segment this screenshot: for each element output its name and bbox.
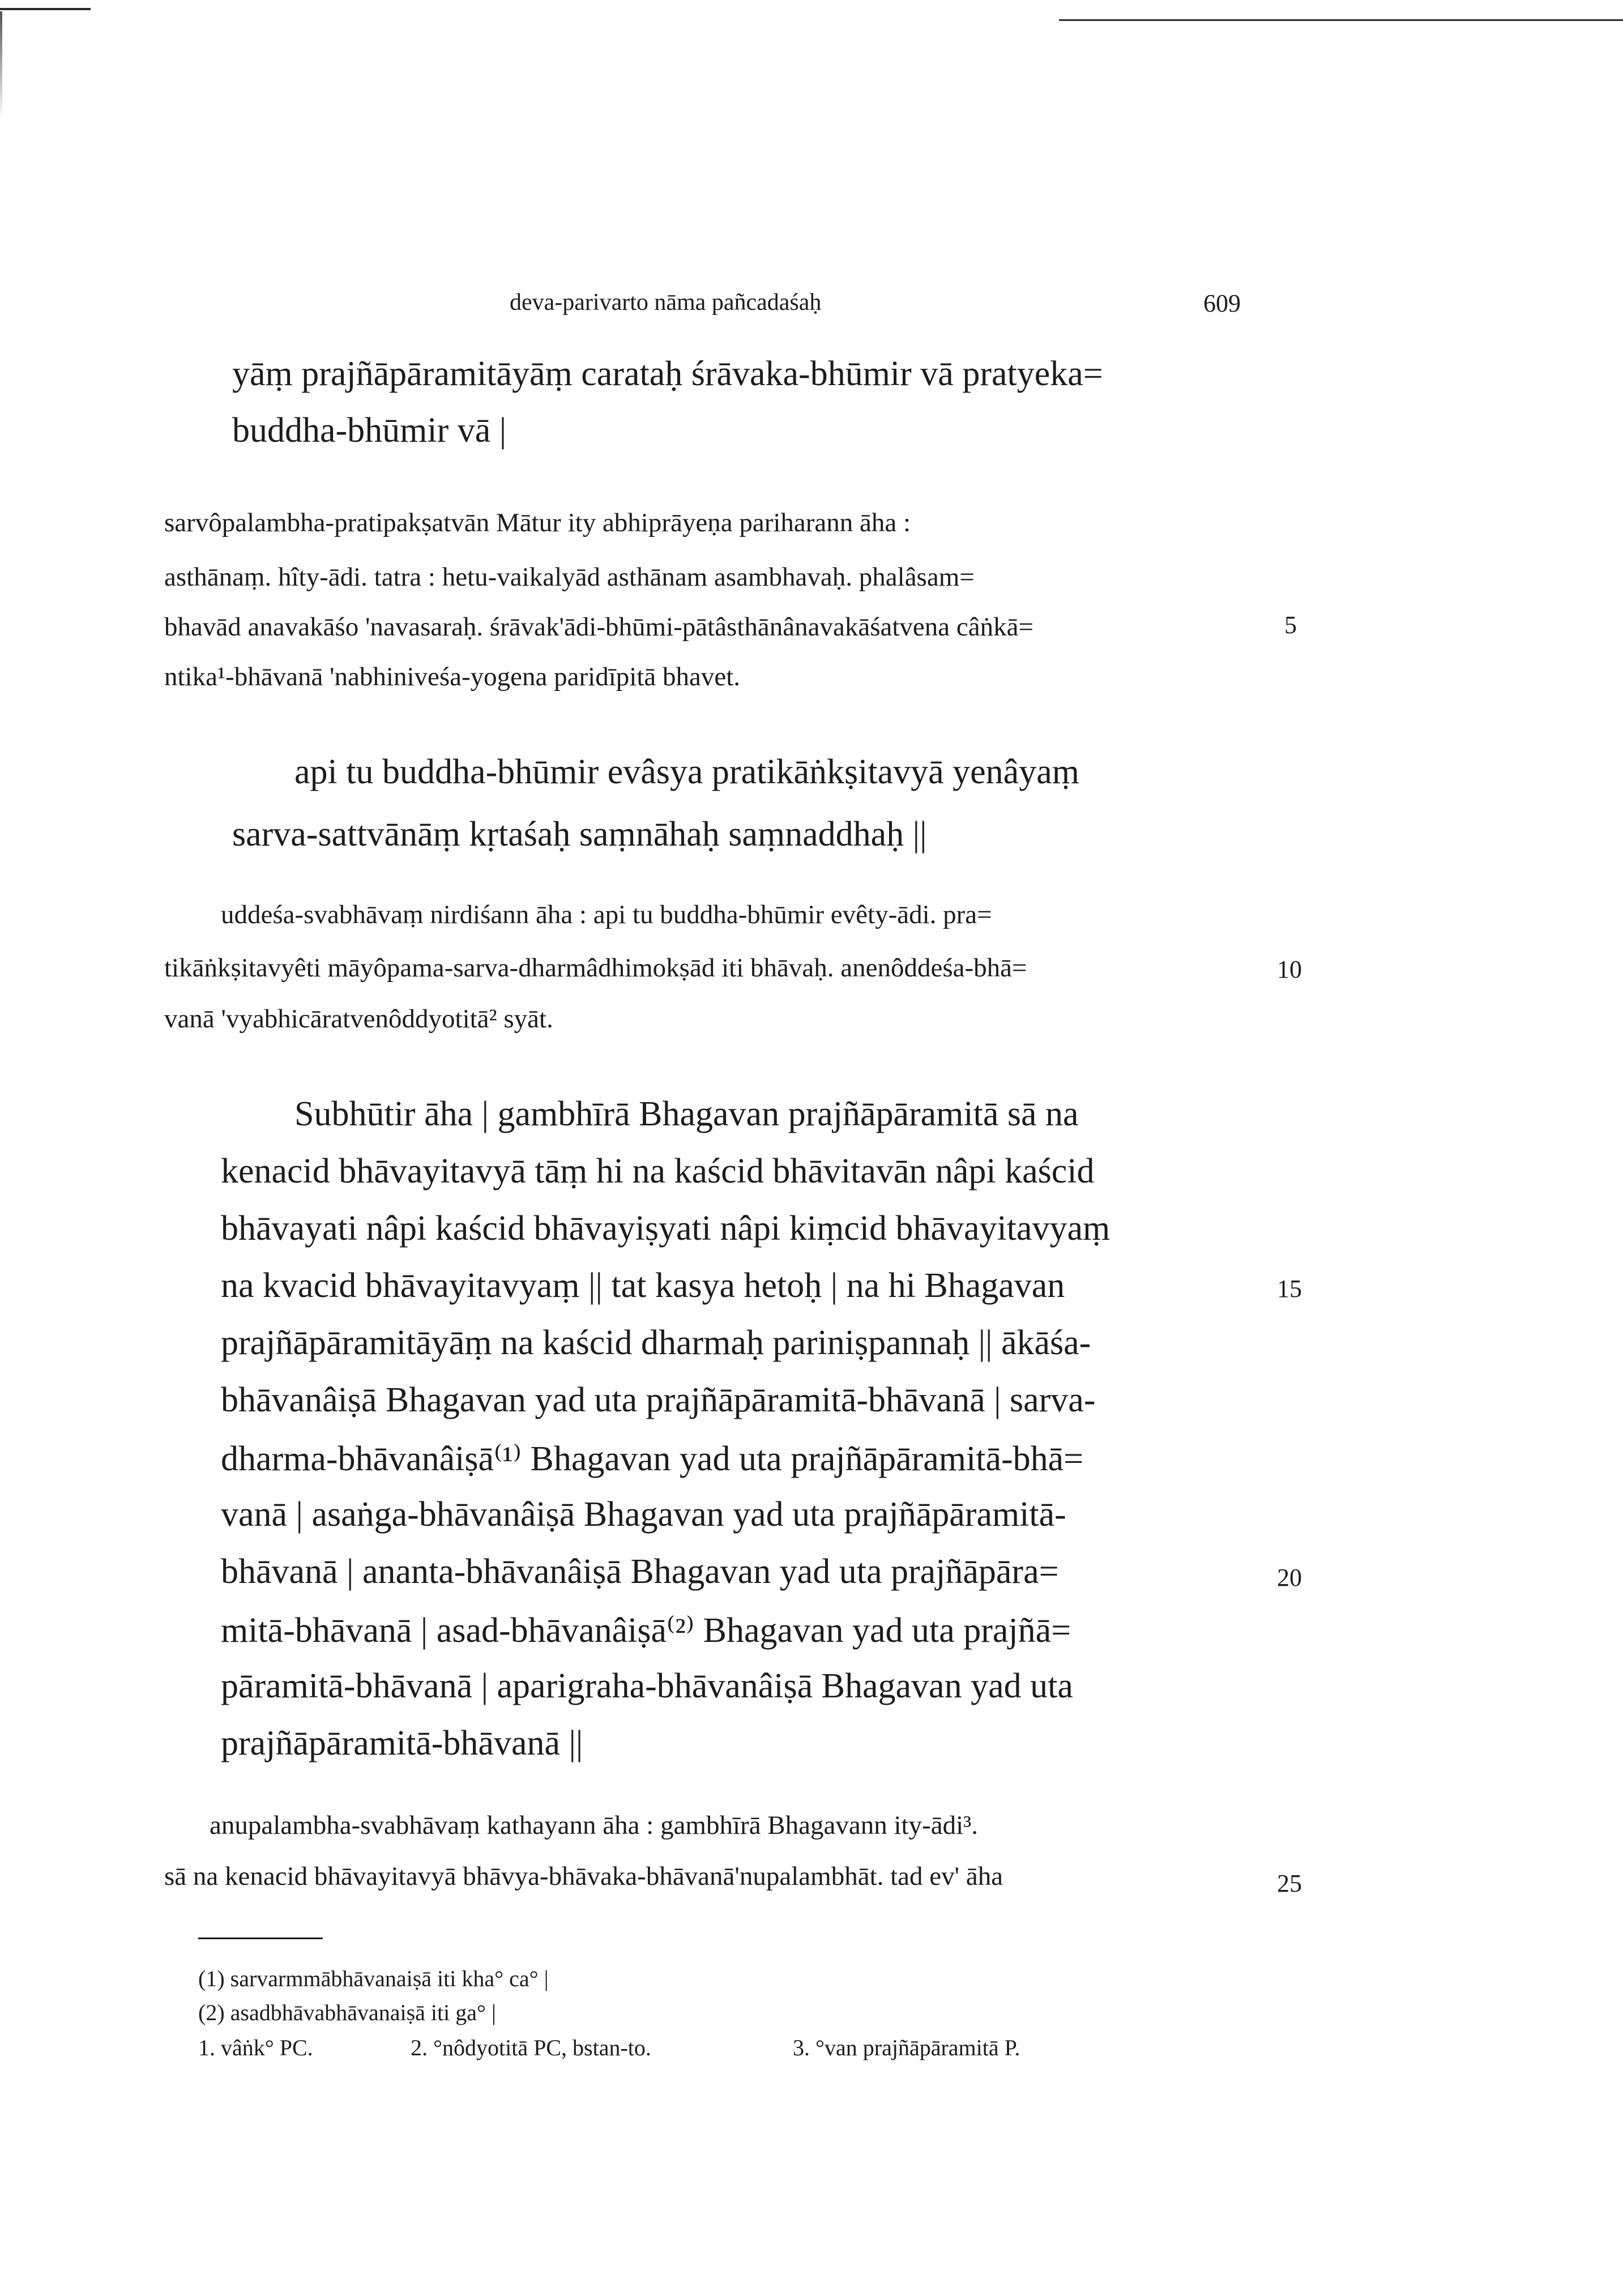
text-line: ntika¹-bhāvanā 'nabhiniveśa-yogena paridīpitā bhavet. bbox=[164, 662, 741, 692]
text-line: sarva-sattvānāṃ kṛtaśaḥ saṃnāhaḥ saṃnaddhaḥ || bbox=[232, 815, 927, 853]
text-line: asthānaṃ. hîty-ādi. tatra : hetu-vaikalyād asthānam asambhavaḥ. phalâsam= bbox=[164, 562, 975, 592]
footnote: 2. °nôdyotitā PC, bstan-to. bbox=[411, 2035, 651, 2060]
text-line: prajñāpāramitā-bhāvanā || bbox=[221, 1724, 583, 1762]
text-line: mitā-bhāvanā | asad-bhāvanâiṣā⁽²⁾ Bhagavan yad uta prajñā= bbox=[221, 1611, 1071, 1650]
scan-edge-top-right bbox=[1059, 19, 1623, 21]
text-line: bhavād anavakāśo 'navasaraḥ. śrāvak'ādi-bhūmi-pātâsthānânavakāśatvena câṅkā= bbox=[164, 612, 1033, 642]
text-line: bhāvanâiṣā Bhagavan yad uta prajñāpāramitā-bhāvanā | sarva- bbox=[221, 1381, 1096, 1419]
footnote: 1. vâṅk° PC. bbox=[198, 2035, 313, 2060]
text-line: api tu buddha-bhūmir evâsya pratikāṅkṣitavyā yenâyaṃ bbox=[294, 753, 1079, 791]
text-line: prajñāpāramitāyāṃ na kaścid dharmaḥ pariniṣpannaḥ || ākāśa- bbox=[221, 1324, 1091, 1362]
line-number: 5 bbox=[1284, 611, 1297, 639]
text-line: sā na kenacid bhāvayitavyā bhāvya-bhāvaka-bhāvanā'nupalambhāt. tad ev' āha bbox=[164, 1862, 1003, 1891]
text-line: kenacid bhāvayitavyā tāṃ hi na kaścid bhāvitavān nâpi kaścid bbox=[221, 1152, 1095, 1190]
text-line: yāṃ prajñāpāramitāyāṃ carataḥ śrāvaka-bhūmir vā pratyeka= bbox=[232, 355, 1103, 393]
scan-edge-left bbox=[0, 11, 2, 119]
text-line: sarvôpalambha-pratipakṣatvān Mātur ity abhiprāyeṇa pariharann āha : bbox=[164, 508, 911, 537]
running-title: deva-parivarto nāma pañcadaśaḥ bbox=[510, 289, 822, 315]
text-line: vanā 'vyabhicāratvenôddyotitā² syāt. bbox=[164, 1004, 553, 1034]
text-line: pāramitā-bhāvanā | aparigraha-bhāvanâiṣā Bhagavan yad uta bbox=[221, 1667, 1073, 1705]
text-line: anupalambha-svabhāvaṃ kathayann āha : gambhīrā Bhagavann ity-ādi³. bbox=[210, 1811, 979, 1840]
line-number: 10 bbox=[1277, 955, 1302, 983]
text-line: vanā | asaṅga-bhāvanâiṣā Bhagavan yad uta prajñāpāramitā- bbox=[221, 1495, 1066, 1534]
footnote: (1) sarvarmmābhāvanaiṣā iti kha° ca° | bbox=[198, 1966, 549, 1991]
text-line: tikāṅkṣitavyêti māyôpama-sarva-dharmâdhimokṣād iti bhāvaḥ. anenôddeśa-bhā= bbox=[164, 953, 1027, 983]
line-number: 20 bbox=[1277, 1564, 1302, 1591]
text-line: Subhūtir āha | gambhīrā Bhagavan prajñāpāramitā sā na bbox=[294, 1095, 1079, 1133]
text-line: dharma-bhāvanâiṣā⁽¹⁾ Bhagavan yad uta prajñāpāramitā-bhā= bbox=[221, 1440, 1084, 1478]
scan-edge-top-left bbox=[0, 8, 91, 10]
footnote: 3. °van prajñāpāramitā P. bbox=[793, 2035, 1020, 2060]
text-line: na kvacid bhāvayitavyaṃ || tat kasya hetoḥ | na hi Bhagavan bbox=[221, 1266, 1065, 1305]
text-line: uddeśa-svabhāvaṃ nirdiśann āha : api tu buddha-bhūmir evêty-ādi. pra= bbox=[221, 900, 992, 929]
line-number: 15 bbox=[1277, 1275, 1302, 1303]
line-number: 25 bbox=[1277, 1870, 1302, 1897]
page-number: 609 bbox=[1203, 289, 1241, 317]
footnote: (2) asadbhāvabhāvanaiṣā iti ga° | bbox=[198, 2000, 497, 2025]
text-line: bhāvayati nâpi kaścid bhāvayiṣyati nâpi kiṃcid bhāvayitavyaṃ bbox=[221, 1209, 1111, 1248]
footnote-rule bbox=[198, 1937, 323, 1939]
text-line: buddha-bhūmir vā | bbox=[232, 411, 507, 450]
text-line: bhāvanā | ananta-bhāvanâiṣā Bhagavan yad uta prajñāpāra= bbox=[221, 1552, 1059, 1591]
